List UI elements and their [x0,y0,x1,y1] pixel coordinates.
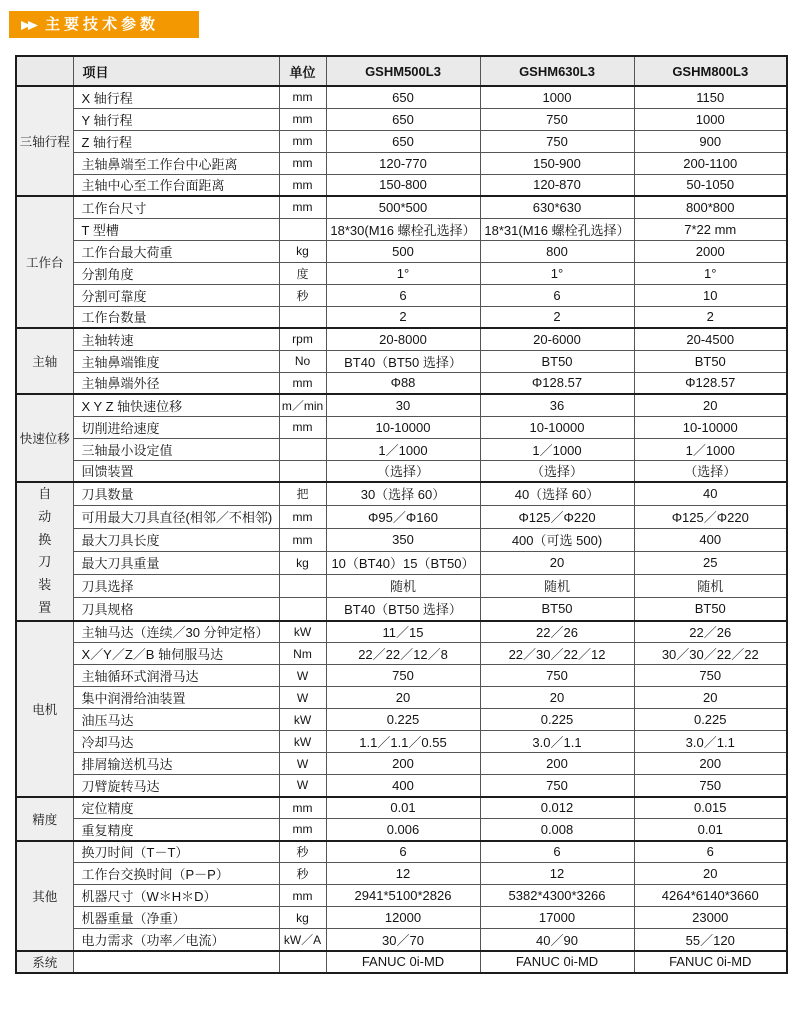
value-cell: 随机 [634,574,787,597]
item-label: 主轴中心至工作台面距离 [73,174,279,196]
value-cell: 4264*6140*3660 [634,885,787,907]
unit-cell: Nm [279,643,326,665]
unit-cell: 秒 [279,284,326,306]
table-row [16,306,787,328]
value-cell: 750 [634,665,787,687]
unit-cell: mm [279,130,326,152]
value-cell: 30 [326,394,480,416]
spec-table [15,55,788,974]
value-cell: 0.01 [326,797,480,819]
item-label: 机器尺寸（W＊H＊D） [73,885,279,907]
value-cell: 40（选择 60） [480,482,634,505]
value-cell: （选择） [634,460,787,482]
table-row [16,907,787,929]
value-cell: BT50 [480,350,634,372]
item-label: 主轴鼻端至工作台中心距离 [73,152,279,174]
unit-cell: m／min [279,394,326,416]
column-header-model: GSHM630L3 [480,56,634,86]
table-row [16,460,787,482]
value-cell: 0.012 [480,797,634,819]
item-label: 主轴鼻端锥度 [73,350,279,372]
corner-cell [16,56,73,86]
value-cell: 12 [480,863,634,885]
value-cell: Φ125／Φ220 [634,505,787,528]
value-cell: 800*800 [634,196,787,218]
item-label: 排屑输送机马达 [73,753,279,775]
value-cell: FANUC 0i-MD [634,951,787,973]
unit-cell: kg [279,907,326,929]
table-row [16,505,787,528]
value-cell: 20 [634,687,787,709]
item-label: 刀具选择 [73,574,279,597]
value-cell: 1／1000 [634,438,787,460]
unit-cell: mm [279,416,326,438]
value-cell: 22／22／12／8 [326,643,480,665]
item-label: 分割角度 [73,262,279,284]
value-cell: BT50 [634,597,787,620]
value-cell: 2 [634,306,787,328]
value-cell: （选择） [480,460,634,482]
item-label: 工作台交换时间（P－P） [73,863,279,885]
value-cell: 6 [326,841,480,863]
item-label: Y 轴行程 [73,108,279,130]
item-label: 油压马达 [73,709,279,731]
value-cell: 500 [326,240,480,262]
value-cell: FANUC 0i-MD [480,951,634,973]
value-cell: 23000 [634,907,787,929]
table-row [16,731,787,753]
unit-cell [279,460,326,482]
unit-cell: 把 [279,482,326,505]
item-label: 回馈装置 [73,460,279,482]
value-cell: 650 [326,130,480,152]
value-cell: 750 [634,775,787,797]
table-row [16,196,787,218]
value-cell: 22／30／22／12 [480,643,634,665]
group-label-text: 其他 [32,889,58,904]
table-row [16,643,787,665]
table-row [16,574,787,597]
value-cell: 1150 [634,86,787,108]
value-cell: 10（BT40）15（BT50） [326,551,480,574]
value-cell: Φ88 [326,372,480,394]
item-label: 切削进给速度 [73,416,279,438]
value-cell: 1° [326,262,480,284]
value-cell: 10-10000 [326,416,480,438]
value-cell: 1° [480,262,634,284]
value-cell: 随机 [326,574,480,597]
item-label: 最大刀具长度 [73,528,279,551]
value-cell: 10 [634,284,787,306]
value-cell: 20 [634,394,787,416]
unit-cell: W [279,775,326,797]
value-cell: 200 [634,753,787,775]
unit-cell: mm [279,174,326,196]
value-cell: 12 [326,863,480,885]
item-label: 可用最大刀具直径(相邻／不相邻) [73,505,279,528]
table-row [16,152,787,174]
value-cell: 650 [326,86,480,108]
item-label: 电力需求（功率／电流） [73,929,279,951]
value-cell: 800 [480,240,634,262]
item-label: 定位精度 [73,797,279,819]
unit-cell: mm [279,885,326,907]
section-title-banner [9,11,199,38]
value-cell: 50-1050 [634,174,787,196]
value-cell: 750 [480,665,634,687]
unit-cell: 度 [279,262,326,284]
unit-cell: 秒 [279,863,326,885]
value-cell: 150-800 [326,174,480,196]
unit-cell: kg [279,551,326,574]
group-label-text: 精度 [32,812,58,827]
unit-cell [279,597,326,620]
value-cell: 30／70 [326,929,480,951]
value-cell: 900 [634,130,787,152]
value-cell: 150-900 [480,152,634,174]
group-label-text: 自动换刀装置 [38,486,52,615]
value-cell: Φ128.57 [480,372,634,394]
value-cell: 750 [480,775,634,797]
unit-cell: mm [279,372,326,394]
unit-cell: mm [279,196,326,218]
group-label [16,841,73,951]
value-cell: 120-870 [480,174,634,196]
item-label: 主轴循环式润滑马达 [73,665,279,687]
table-row [16,753,787,775]
value-cell: 40 [634,482,787,505]
item-label: 三轴最小设定值 [73,438,279,460]
value-cell: 2000 [634,240,787,262]
value-cell: 6 [634,841,787,863]
column-header-model: GSHM800L3 [634,56,787,86]
value-cell: 350 [326,528,480,551]
value-cell: BT40（BT50 选择） [326,597,480,620]
unit-cell: kW [279,621,326,643]
unit-cell [279,218,326,240]
value-cell: 200-1100 [634,152,787,174]
value-cell: 20 [480,551,634,574]
item-label: X 轴行程 [73,86,279,108]
item-label: 工作台数量 [73,306,279,328]
value-cell: 36 [480,394,634,416]
value-cell: 750 [480,108,634,130]
group-label [16,951,73,973]
table-row [16,951,787,973]
item-label: 集中润滑给油装置 [73,687,279,709]
table-row [16,621,787,643]
unit-cell: mm [279,819,326,841]
table-row [16,130,787,152]
table-row [16,328,787,350]
item-label: 主轴转速 [73,328,279,350]
value-cell: 12000 [326,907,480,929]
unit-cell [279,574,326,597]
unit-cell: W [279,665,326,687]
table-row [16,863,787,885]
unit-cell: kg [279,240,326,262]
unit-cell: kW／A [279,929,326,951]
group-label [16,797,73,841]
value-cell: 30／30／22／22 [634,643,787,665]
table-row [16,929,787,951]
group-label [16,482,73,621]
table-row [16,284,787,306]
value-cell: 1／1000 [480,438,634,460]
unit-cell [279,306,326,328]
value-cell: 10-10000 [634,416,787,438]
item-label: X Y Z 轴快速位移 [73,394,279,416]
value-cell: 500*500 [326,196,480,218]
value-cell: 6 [480,841,634,863]
item-label: 冷却马达 [73,731,279,753]
table-row [16,775,787,797]
table-row [16,709,787,731]
item-label: Z 轴行程 [73,130,279,152]
value-cell: 1／1000 [326,438,480,460]
unit-cell: kW [279,731,326,753]
item-label: 换刀时间（T－T） [73,841,279,863]
table-row [16,86,787,108]
group-label [16,621,73,797]
value-cell: 20-6000 [480,328,634,350]
group-label-text: 主轴 [32,355,58,369]
table-row [16,551,787,574]
value-cell: 55／120 [634,929,787,951]
value-cell: 20 [634,863,787,885]
value-cell: 20-8000 [326,328,480,350]
value-cell: 30（选择 60） [326,482,480,505]
value-cell: BT50 [480,597,634,620]
unit-cell: mm [279,505,326,528]
group-label [16,196,73,328]
value-cell: 2941*5100*2826 [326,885,480,907]
group-label [16,86,73,196]
unit-cell: W [279,753,326,775]
table-row [16,416,787,438]
group-label-text: 快速位移 [19,432,70,446]
header-row [16,56,787,86]
value-cell: 17000 [480,907,634,929]
value-cell: BT50 [634,350,787,372]
table-row [16,819,787,841]
value-cell: 0.008 [480,819,634,841]
value-cell: 0.225 [480,709,634,731]
value-cell: 6 [326,284,480,306]
table-row [16,438,787,460]
unit-cell: mm [279,108,326,130]
group-label [16,394,73,482]
table-row [16,482,787,505]
value-cell: 40／90 [480,929,634,951]
value-cell: 200 [326,753,480,775]
unit-cell: mm [279,797,326,819]
item-label: 机器重量（净重） [73,907,279,929]
value-cell: 20 [326,687,480,709]
value-cell: 0.006 [326,819,480,841]
value-cell: 5382*4300*3266 [480,885,634,907]
column-header-unit: 单位 [279,56,326,86]
value-cell: 20-4500 [634,328,787,350]
column-header-item: 项目 [73,56,279,86]
value-cell: 750 [480,130,634,152]
value-cell: 400 [634,528,787,551]
table-row [16,350,787,372]
group-label-text: 工作台 [25,256,64,270]
value-cell: 6 [480,284,634,306]
table-row [16,240,787,262]
value-cell: 25 [634,551,787,574]
group-label-text: 电机 [32,702,58,717]
value-cell: 18*30(M16 螺栓孔选择） [326,218,480,240]
table-row [16,108,787,130]
value-cell: （选择） [326,460,480,482]
table-row [16,665,787,687]
value-cell: 0.01 [634,819,787,841]
item-label: 分割可靠度 [73,284,279,306]
value-cell: 22／26 [480,621,634,643]
item-label: 刀臂旋转马达 [73,775,279,797]
value-cell: 750 [326,665,480,687]
unit-cell: 秒 [279,841,326,863]
value-cell: Φ125／Φ220 [480,505,634,528]
unit-cell: No [279,350,326,372]
value-cell: 1.1／1.1／0.55 [326,731,480,753]
double-right-arrow-icon: ▶▶ [21,17,35,32]
table-row [16,528,787,551]
value-cell: 3.0／1.1 [634,731,787,753]
value-cell: 20 [480,687,634,709]
item-label: 刀具数量 [73,482,279,505]
table-row [16,597,787,620]
table-row [16,218,787,240]
value-cell: 10-10000 [480,416,634,438]
value-cell: 650 [326,108,480,130]
value-cell: 随机 [480,574,634,597]
section-title: 主要技术参数 [45,16,160,33]
unit-cell: mm [279,152,326,174]
group-label-text: 三轴行程 [19,135,70,149]
item-label [73,951,279,973]
item-label: 最大刀具重量 [73,551,279,574]
unit-cell: W [279,687,326,709]
item-label: 主轴马达（连续／30 分钟定格） [73,621,279,643]
unit-cell: mm [279,528,326,551]
value-cell: 400 [326,775,480,797]
item-label: 主轴鼻端外径 [73,372,279,394]
value-cell: 22／26 [634,621,787,643]
unit-cell: rpm [279,328,326,350]
value-cell: 1000 [480,86,634,108]
value-cell: 3.0／1.1 [480,731,634,753]
value-cell: 0.015 [634,797,787,819]
unit-cell [279,438,326,460]
group-label-text: 系统 [32,955,58,970]
unit-cell: mm [279,86,326,108]
table-row [16,394,787,416]
value-cell: 2 [480,306,634,328]
value-cell: 0.225 [326,709,480,731]
value-cell: 0.225 [634,709,787,731]
value-cell: 7*22 mm [634,218,787,240]
value-cell: 11／15 [326,621,480,643]
table-row [16,174,787,196]
value-cell: BT40（BT50 选择） [326,350,480,372]
value-cell: 2 [326,306,480,328]
value-cell: 1° [634,262,787,284]
table-row [16,262,787,284]
unit-cell [279,951,326,973]
item-label: 刀具规格 [73,597,279,620]
table-row [16,687,787,709]
unit-cell: kW [279,709,326,731]
value-cell: Φ95／Φ160 [326,505,480,528]
item-label: 工作台尺寸 [73,196,279,218]
value-cell: 120-770 [326,152,480,174]
value-cell: FANUC 0i-MD [326,951,480,973]
value-cell: 1000 [634,108,787,130]
item-label: 重复精度 [73,819,279,841]
value-cell: 18*31(M16 螺栓孔选择） [480,218,634,240]
value-cell: 630*630 [480,196,634,218]
group-label [16,328,73,394]
table-row [16,797,787,819]
value-cell: 400（可选 500) [480,528,634,551]
item-label: 工作台最大荷重 [73,240,279,262]
table-row [16,885,787,907]
item-label: T 型槽 [73,218,279,240]
table-row [16,372,787,394]
table-row [16,841,787,863]
value-cell: Φ128.57 [634,372,787,394]
item-label: X／Y／Z／B 轴伺服马达 [73,643,279,665]
value-cell: 200 [480,753,634,775]
column-header-model: GSHM500L3 [326,56,480,86]
